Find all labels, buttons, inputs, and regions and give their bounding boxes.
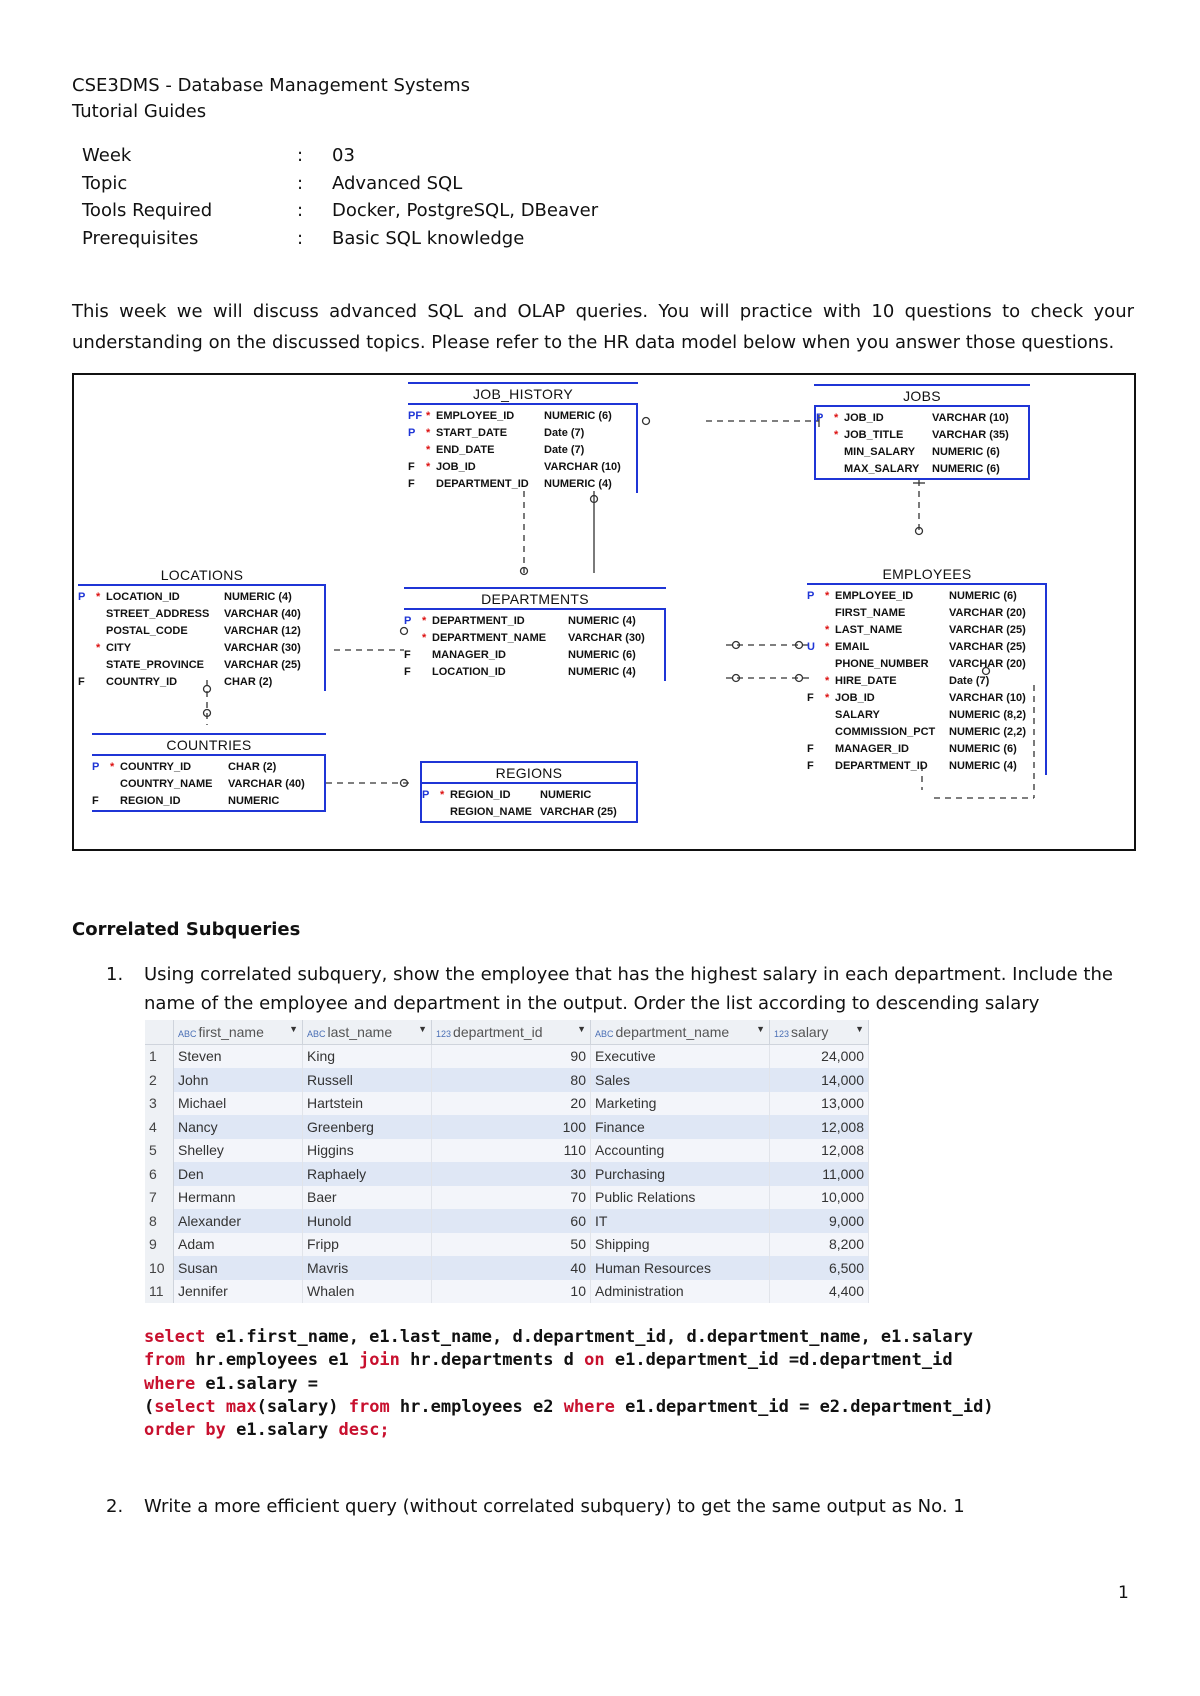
sql-text: e1.first_name, e1.last_name, d.department_id, d.department_name, e1.salary	[205, 1327, 974, 1347]
table-cell[interactable]: Jennifer	[174, 1280, 303, 1304]
entity-columns	[78, 586, 326, 691]
sql-text: e1.salary =	[195, 1373, 319, 1394]
entity-columns	[404, 610, 666, 681]
sql-keyword: on	[584, 1350, 605, 1371]
entity-column: * LAST_NAME VARCHAR (25)	[825, 624, 1026, 636]
chevron-down-icon[interactable]: ▼	[577, 1023, 586, 1034]
table-cell[interactable]: 11,000	[770, 1162, 869, 1186]
meta-colon: :	[297, 200, 304, 221]
table-row[interactable]	[145, 1186, 869, 1210]
table-cell[interactable]: Steven	[174, 1044, 303, 1068]
entity-title: JOB_HISTORY	[408, 382, 638, 405]
table-cell[interactable]: 40	[432, 1256, 591, 1280]
number-type-icon: 123	[774, 1028, 790, 1039]
row-number: 8	[145, 1209, 174, 1233]
question-1	[106, 960, 1136, 1020]
row-number: 9	[145, 1233, 174, 1257]
meta-row	[82, 228, 598, 256]
meta-value: Basic SQL knowledge	[332, 227, 525, 249]
table-cell[interactable]: 6,500	[770, 1256, 869, 1280]
sql-line	[144, 1419, 994, 1442]
column-header[interactable]: 123 department_id ▼	[432, 1020, 591, 1044]
entity-column: * CITY VARCHAR (30)	[96, 642, 301, 654]
table-cell[interactable]: Human Resources	[591, 1256, 770, 1280]
entity-column: FIRST_NAME VARCHAR (20)	[835, 607, 1026, 619]
table-row[interactable]	[145, 1092, 869, 1116]
sql-keyword: where	[563, 1396, 615, 1417]
intro-paragraph: This week we will discuss advanced SQL and OLAP queries. You will practice with 10 questions to check your understanding on the discussed topics. Please refer to the HR data model below when you answer those questions.	[72, 301, 1134, 353]
table-cell[interactable]: 70	[432, 1186, 591, 1210]
entity-title: JOBS	[814, 384, 1030, 407]
sql-keyword: order by	[144, 1420, 226, 1441]
table-cell[interactable]: Public Relations	[591, 1186, 770, 1210]
entity-columns	[807, 585, 1047, 775]
row-number: 10	[145, 1256, 174, 1280]
table-row[interactable]	[145, 1162, 869, 1186]
meta-key: Prerequisites	[82, 227, 199, 249]
entity-column: * END_DATE Date (7)	[426, 444, 585, 456]
table-cell[interactable]: 8,200	[770, 1233, 869, 1257]
table-cell[interactable]: 110	[432, 1139, 591, 1163]
row-number: 2	[145, 1068, 174, 1092]
row-number: 11	[145, 1280, 174, 1304]
question-number: 2.	[106, 1496, 124, 1517]
entity-employees	[807, 564, 1047, 775]
sql-text: (salary)	[256, 1396, 349, 1417]
entity-column: P * START_DATE Date (7)	[408, 427, 585, 439]
meta-table	[82, 145, 598, 255]
page-number: 1	[1118, 1583, 1129, 1603]
row-number: 4	[145, 1115, 174, 1139]
table-cell[interactable]: Hartstein	[303, 1092, 432, 1116]
table-cell[interactable]: Den	[174, 1162, 303, 1186]
table-cell[interactable]: Purchasing	[591, 1162, 770, 1186]
meta-value: Docker, PostgreSQL, DBeaver	[332, 200, 599, 221]
sql-text: hr.employees e1	[184, 1350, 359, 1371]
sql-text: hr.employees e2	[389, 1396, 564, 1417]
table-row[interactable]	[145, 1233, 869, 1257]
entity-title: LOCATIONS	[78, 565, 326, 586]
table-cell[interactable]: 10	[432, 1280, 591, 1304]
table-cell[interactable]: Greenberg	[303, 1115, 432, 1139]
table-cell[interactable]: 20	[432, 1092, 591, 1116]
entity-column: POSTAL_CODE VARCHAR (12)	[106, 625, 301, 637]
table-cell[interactable]: Baer	[303, 1186, 432, 1210]
table-cell[interactable]: Mavris	[303, 1256, 432, 1280]
row-number: 1	[145, 1044, 174, 1068]
query-result-grid	[145, 1020, 869, 1303]
column-header[interactable]: 123 salary ▼	[770, 1020, 869, 1044]
column-header[interactable]: ABC last_name ▼	[303, 1020, 432, 1044]
hr-data-model-diagram	[72, 373, 1136, 851]
column-header[interactable]: ABC department_name ▼	[591, 1020, 770, 1044]
entity-departments	[404, 587, 666, 681]
text-type-icon: ABC	[178, 1028, 197, 1039]
meta-key: Week	[82, 145, 132, 166]
entity-locations	[78, 565, 326, 691]
table-cell[interactable]: Whalen	[303, 1280, 432, 1304]
table-cell[interactable]: Sales	[591, 1068, 770, 1092]
sql-line	[144, 1396, 994, 1419]
entity-column: U * EMAIL VARCHAR (25)	[807, 641, 1026, 653]
grid-body	[145, 1044, 869, 1303]
chevron-down-icon[interactable]: ▼	[756, 1023, 765, 1034]
table-cell[interactable]: 80	[432, 1068, 591, 1092]
table-row[interactable]	[145, 1139, 869, 1163]
text-type-icon: ABC	[595, 1028, 614, 1039]
table-cell[interactable]: Hermann	[174, 1186, 303, 1210]
column-header[interactable]: ABC first_name ▼	[174, 1020, 303, 1044]
table-cell[interactable]: Michael	[174, 1092, 303, 1116]
sql-text: hr.departments d	[399, 1350, 585, 1371]
entity-column: F DEPARTMENT_ID NUMERIC (4)	[408, 478, 612, 490]
question-number: 1.	[106, 964, 124, 985]
entity-column: SALARY NUMERIC (8,2)	[835, 709, 1027, 721]
table-cell[interactable]: Hunold	[303, 1209, 432, 1233]
meta-key: Topic	[82, 172, 128, 194]
table-cell[interactable]: 14,000	[770, 1068, 869, 1092]
table-cell[interactable]: Finance	[591, 1115, 770, 1139]
table-cell[interactable]: 9,000	[770, 1209, 869, 1233]
table-row[interactable]	[145, 1044, 869, 1068]
row-number: 7	[145, 1186, 174, 1210]
table-cell[interactable]: Accounting	[591, 1139, 770, 1163]
meta-colon: :	[297, 145, 304, 166]
sql-keyword: from	[348, 1396, 390, 1417]
entity-column: P * DEPARTMENT_ID NUMERIC (4)	[404, 615, 636, 627]
sql-text: (	[144, 1396, 155, 1417]
entity-column: P * EMPLOYEE_ID NUMERIC (6)	[807, 590, 1017, 602]
table-cell[interactable]: 12,008	[770, 1115, 869, 1139]
entity-title: REGIONS	[420, 761, 638, 784]
entity-column: COMMISSION_PCT NUMERIC (2,2)	[835, 726, 1027, 738]
table-cell[interactable]: Raphaely	[303, 1162, 432, 1186]
chevron-down-icon[interactable]: ▼	[418, 1023, 427, 1034]
table-cell[interactable]: Higgins	[303, 1139, 432, 1163]
chevron-down-icon[interactable]: ▼	[289, 1023, 298, 1034]
sql-text: e1.salary	[225, 1420, 339, 1441]
table-cell[interactable]: 13,000	[770, 1092, 869, 1116]
entity-column: P * LOCATION_ID NUMERIC (4)	[78, 591, 292, 603]
table-cell[interactable]: Shelley	[174, 1139, 303, 1163]
meta-row	[82, 200, 598, 228]
entity-columns	[814, 407, 1030, 480]
entity-column: F * JOB_ID VARCHAR (10)	[408, 461, 621, 473]
entity-column: F MANAGER_ID NUMERIC (6)	[404, 649, 636, 661]
row-number: 5	[145, 1139, 174, 1163]
text-type-icon: ABC	[307, 1028, 326, 1039]
meta-row	[82, 173, 598, 201]
table-cell[interactable]: 24,000	[770, 1044, 869, 1068]
entity-column: REGION_NAME VARCHAR (25)	[450, 806, 617, 818]
meta-value: Advanced SQL	[332, 172, 463, 194]
entity-columns	[408, 405, 638, 493]
entity-column: P * REGION_ID NUMERIC	[422, 789, 592, 801]
meta-key: Tools Required	[82, 200, 213, 221]
table-cell[interactable]: 10,000	[770, 1186, 869, 1210]
entity-column: F * JOB_ID VARCHAR (10)	[807, 692, 1026, 704]
entity-column: F LOCATION_ID NUMERIC (4)	[404, 666, 636, 678]
entity-column: COUNTRY_NAME VARCHAR (40)	[120, 778, 305, 790]
question-2	[106, 1492, 1136, 1522]
table-cell[interactable]: King	[303, 1044, 432, 1068]
entity-columns	[420, 784, 638, 823]
table-cell[interactable]: 60	[432, 1209, 591, 1233]
table-cell[interactable]: Susan	[174, 1256, 303, 1280]
table-cell[interactable]: 50	[432, 1233, 591, 1257]
entity-jobs	[814, 384, 1030, 480]
meta-row	[82, 145, 598, 173]
meta-colon: :	[297, 227, 304, 249]
entity-columns	[92, 756, 326, 812]
row-number-header	[145, 1020, 174, 1044]
entity-regions	[420, 761, 638, 823]
sql-text: e1.department_id = e2.department_id)	[614, 1396, 994, 1417]
entity-job-history	[408, 382, 638, 493]
table-row[interactable]	[145, 1280, 869, 1304]
table-row[interactable]	[145, 1256, 869, 1280]
entity-column: MIN_SALARY NUMERIC (6)	[844, 446, 1000, 458]
table-cell[interactable]: Administration	[591, 1280, 770, 1304]
sql-line	[144, 1326, 994, 1349]
sql-keyword: join	[358, 1350, 400, 1371]
entity-column: * HIRE_DATE Date (7)	[825, 675, 990, 687]
entity-column: F COUNTRY_ID CHAR (2)	[78, 676, 273, 688]
table-cell[interactable]: Fripp	[303, 1233, 432, 1257]
entity-column: F DEPARTMENT_ID NUMERIC (4)	[807, 760, 1017, 772]
table-cell[interactable]: Nancy	[174, 1115, 303, 1139]
table-cell[interactable]: 100	[432, 1115, 591, 1139]
entity-countries	[92, 733, 326, 812]
entity-title: EMPLOYEES	[807, 564, 1047, 585]
meta-value: 03	[332, 145, 355, 166]
table-cell[interactable]: Marketing	[591, 1092, 770, 1116]
number-type-icon: 123	[436, 1028, 452, 1039]
table-cell[interactable]: Alexander	[174, 1209, 303, 1233]
doc-subtitle: Tutorial Guides	[72, 101, 207, 122]
entity-column: P * JOB_ID VARCHAR (10)	[816, 412, 1009, 424]
entity-column: F REGION_ID NUMERIC	[92, 795, 280, 807]
sql-keyword: from	[144, 1350, 185, 1371]
table-row[interactable]	[145, 1068, 869, 1092]
section-heading: Correlated Subqueries	[72, 919, 301, 940]
grid-header-row	[145, 1020, 869, 1044]
entity-column: STREET_ADDRESS VARCHAR (40)	[106, 608, 301, 620]
entity-column: * JOB_TITLE VARCHAR (35)	[834, 429, 1009, 441]
entity-column: STATE_PROVINCE VARCHAR (25)	[106, 659, 301, 671]
table-row[interactable]	[145, 1209, 869, 1233]
chevron-down-icon[interactable]: ▼	[855, 1023, 864, 1034]
entity-column: PF * EMPLOYEE_ID NUMERIC (6)	[408, 410, 612, 422]
row-number: 6	[145, 1162, 174, 1186]
sql-code-block	[144, 1326, 994, 1442]
row-number: 3	[145, 1092, 174, 1116]
table-cell[interactable]: Russell	[303, 1068, 432, 1092]
question-text: Write a more efficient query (without correlated subquery) to get the same output as No. 1	[144, 1496, 965, 1517]
table-cell[interactable]: 30	[432, 1162, 591, 1186]
sql-keyword: select max	[154, 1396, 257, 1417]
table-row[interactable]	[145, 1115, 869, 1139]
table-cell[interactable]: Executive	[591, 1044, 770, 1068]
entity-column: F MANAGER_ID NUMERIC (6)	[807, 743, 1017, 755]
sql-keyword: where	[144, 1373, 196, 1394]
sql-keyword: select	[144, 1327, 206, 1347]
table-cell[interactable]: 90	[432, 1044, 591, 1068]
entity-column: PHONE_NUMBER VARCHAR (20)	[835, 658, 1026, 670]
entity-column: MAX_SALARY NUMERIC (6)	[844, 463, 1000, 475]
sql-line	[144, 1373, 994, 1396]
table-cell[interactable]: 12,008	[770, 1139, 869, 1163]
question-text: Using correlated subquery, show the employee that has the highest salary in each department. Include the name of the employee and department in the output. Order the list according to descending salary	[144, 964, 1113, 1014]
table-cell[interactable]: Shipping	[591, 1233, 770, 1257]
table-cell[interactable]: 4,400	[770, 1280, 869, 1304]
sql-text: e1.department_id =d.department_id	[604, 1350, 953, 1371]
entity-column: * DEPARTMENT_NAME VARCHAR (30)	[422, 632, 645, 644]
sql-line	[144, 1349, 994, 1372]
sql-keyword: desc;	[338, 1420, 390, 1441]
entity-title: DEPARTMENTS	[404, 587, 666, 610]
meta-colon: :	[297, 172, 304, 194]
course-title: CSE3DMS - Database Management Systems	[72, 75, 470, 96]
entity-column: P * COUNTRY_ID CHAR (2)	[92, 761, 277, 773]
table-cell[interactable]: John	[174, 1068, 303, 1092]
table-cell[interactable]: Adam	[174, 1233, 303, 1257]
entity-title: COUNTRIES	[92, 733, 326, 756]
table-cell[interactable]: IT	[591, 1209, 770, 1233]
